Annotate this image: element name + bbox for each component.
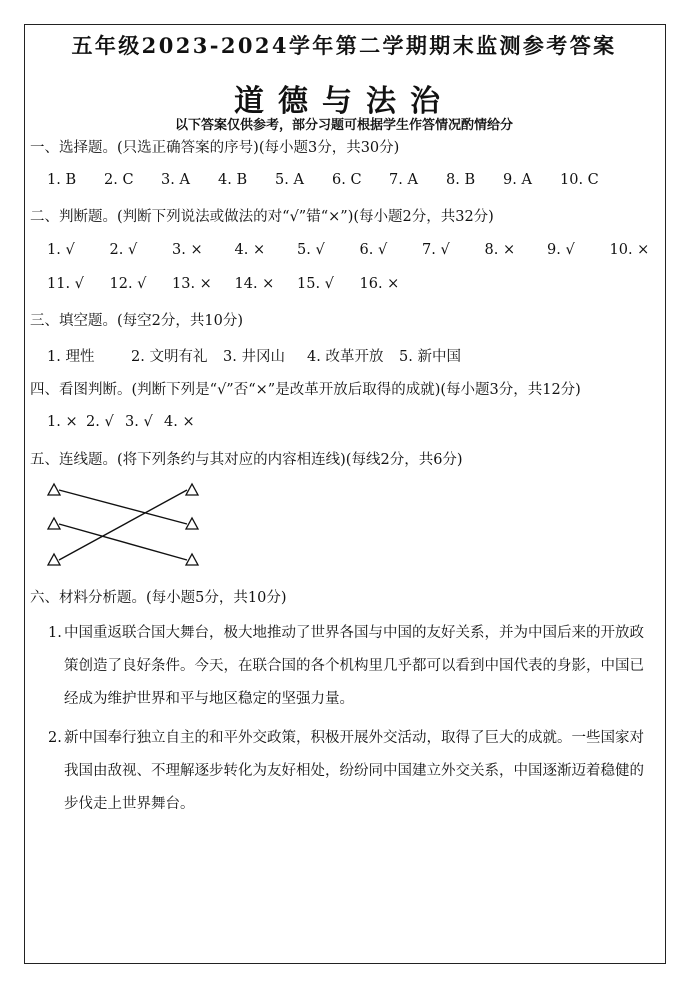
answer-item: 10. × — [609, 242, 650, 258]
analysis-item-number: 2. — [48, 730, 62, 746]
right-triangle-node — [186, 554, 198, 565]
answer-item: 4. × — [234, 242, 266, 258]
subject-title: 道德与法治 — [234, 84, 454, 119]
answer-item: 4. B — [218, 172, 248, 188]
page-title: 五年级2023-2024学年第二学期期末监测参考答案 — [71, 33, 617, 58]
answer-item: 3. √ — [125, 414, 153, 430]
section4-heading: 四、看图判断。(判断下列是“√”否“×”是改革开放后取得的成就)(每小题3分，共12分) — [30, 382, 581, 398]
right-triangle-node — [186, 484, 198, 495]
answer-item: 9. A — [503, 172, 532, 188]
answer-item: 9. √ — [547, 242, 575, 258]
left-triangle-node — [48, 484, 60, 495]
section3-heading: 三、填空题。(每空2分，共10分) — [30, 313, 243, 329]
answer-item: 8. × — [484, 242, 516, 258]
connection-line — [59, 490, 187, 560]
scoring-note: 以下答案仅供参考，部分习题可根据学生作答情况酌情给分 — [174, 118, 513, 133]
analysis-item-text: 新中国奉行独立自主的和平外交政策，积极开展外交活动，取得了巨大的成就。一些国家对我国由敌视、不理解逐步转化为友好相处，纷纷同中国建立外交关系，中国逐渐迈着稳健的步伐走上世界舞台。 — [64, 730, 644, 812]
section6-heading: 六、材料分析题。(每小题5分，共10分) — [30, 590, 287, 606]
matching-diagram — [40, 480, 220, 570]
answer-item: 4. × — [164, 414, 195, 430]
answer-item: 2. √ — [109, 242, 138, 258]
section2-heading: 二、判断题。(判断下列说法或做法的对“√”错“×”)(每小题2分，共32分) — [30, 209, 494, 225]
analysis-item-number: 1. — [48, 625, 62, 641]
answer-item: 15. √ — [297, 276, 334, 292]
connection-lines — [59, 490, 187, 560]
answer-item: 2. √ — [86, 414, 114, 430]
answer-item: 13. × — [172, 276, 212, 292]
answer-item: 6. √ — [359, 242, 388, 258]
answer-item: 3. 井冈山 — [223, 349, 285, 365]
answer-item: 2. C — [104, 172, 134, 188]
answer-item: 1. × — [47, 414, 78, 430]
analysis-item-text: 中国重返联合国大舞台，极大地推动了世界各国与中国的友好关系，并为中国后来的开放政策创造了良好条件。今天，在联合国的各个机构里几乎都可以看到中国代表的身影，中国已经成为维护世界和平与地区稳定的坚强力量。 — [64, 625, 644, 707]
answer-item: 7. A — [389, 172, 418, 188]
answer-item: 16. × — [359, 276, 400, 292]
answer-item: 8. B — [446, 172, 476, 188]
answer-item: 4. 改革开放 — [307, 349, 384, 365]
left-triangle-node — [48, 518, 60, 529]
right-triangle-node — [186, 518, 198, 529]
answer-item: 5. 新中国 — [399, 349, 461, 365]
answer-item: 3. A — [161, 172, 190, 188]
answer-item: 2. 文明有礼 — [131, 349, 208, 365]
answer-item: 5. √ — [297, 242, 325, 258]
section5-heading: 五、连线题。(将下列条约与其对应的内容相连线)(每线2分，共6分) — [30, 452, 463, 468]
connection-line — [59, 524, 187, 560]
section3-answers — [47, 345, 483, 366]
answer-item: 6. C — [332, 172, 362, 188]
section1-heading: 一、选择题。(只选正确答案的序号)(每小题3分，共30分) — [30, 140, 400, 156]
section4-answers — [47, 414, 203, 430]
answer-item: 10. C — [560, 172, 599, 188]
answer-item: 1. 理性 — [47, 349, 95, 365]
connection-line — [59, 490, 187, 524]
answer-item: 3. × — [172, 242, 203, 258]
answer-item: 11. √ — [47, 276, 84, 292]
answer-item: 7. √ — [422, 242, 450, 258]
answer-item: 1. √ — [47, 242, 75, 258]
answer-item: 12. √ — [109, 276, 147, 292]
left-triangle-node — [48, 554, 60, 565]
answer-item: 5. A — [275, 172, 304, 188]
section2-answers-row1 — [47, 242, 672, 258]
answer-item: 1. B — [47, 172, 77, 188]
section1-answers — [47, 172, 617, 188]
answer-item: 14. × — [234, 276, 275, 292]
section2-answers-row2 — [47, 276, 422, 292]
